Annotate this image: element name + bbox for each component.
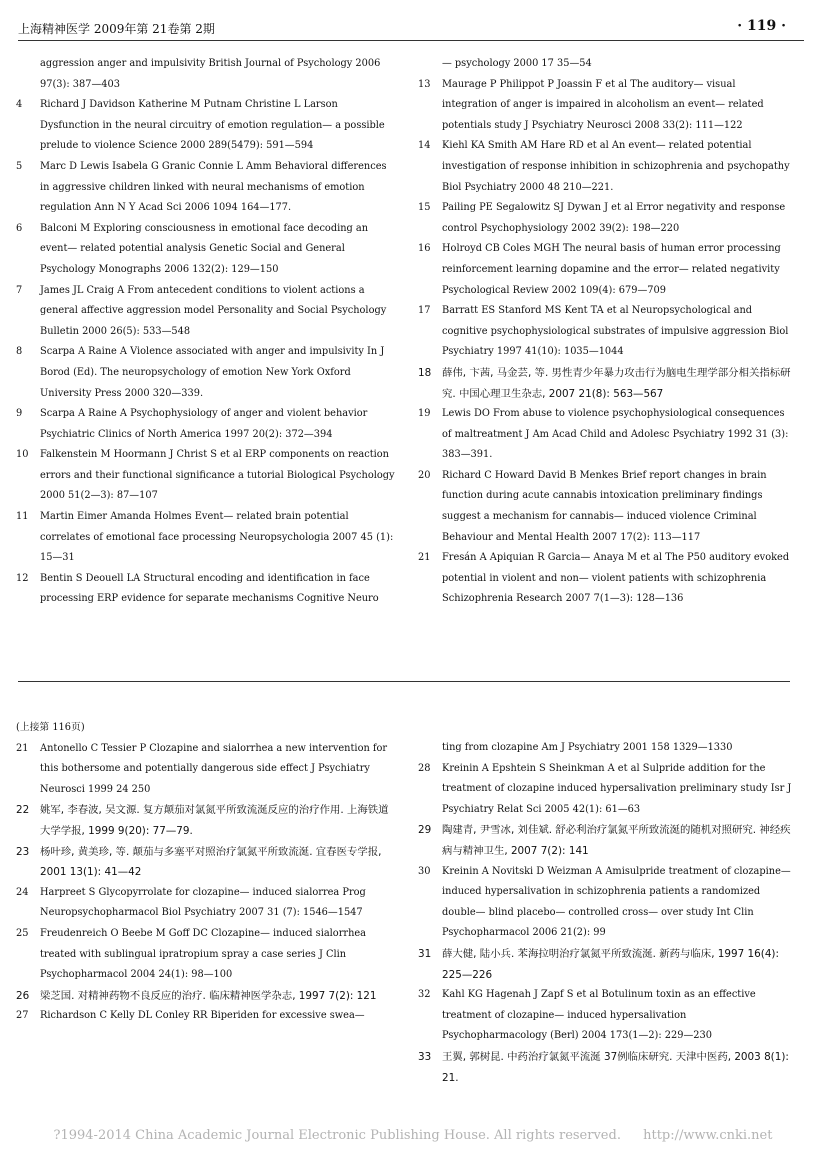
reference-text: Freudenreich O Beebe M Goff DC Clozapine— induced sialorrhea treated with sublingual ipratropium spray a case series J Clin Psychopharmacol 2004 24(1): 98—100: [40, 927, 367, 981]
reference-number: 7: [16, 284, 23, 296]
reference-entry: [418, 985, 793, 1047]
section-divider-rule: [18, 681, 790, 682]
reference-entry: [16, 842, 396, 883]
reference-text: 王翼, 郭树昆. 中药治疗氯氮平流涎 37例临床研究. 天津中医药, 2003 8(1): 21.: [442, 1050, 789, 1084]
reference-entry: [16, 54, 396, 95]
reference-entry: [418, 239, 793, 301]
reference-text: Balconi M Exploring consciousness in emotional face decoding an event— related potential analysis Genetic Social and General Psychology Monographs 2006 132(2): 129—150: [40, 222, 369, 275]
reference-entry: [418, 759, 793, 821]
reference-entry: [418, 1047, 793, 1088]
reference-number: 30: [418, 865, 431, 877]
reference-number: 12: [16, 572, 29, 584]
reference-entry: [418, 301, 793, 363]
reference-text: Fresán A Apiquian R Garcia— Anaya M et al The P50 auditory evoked potential in violent and non— violent patients with schizophrenia Schizophrenia Research 2007 7(1—3): 128—136: [442, 552, 790, 605]
reference-text: Marc D Lewis Isabela G Granic Connie L Amm Behavioral differences in aggressive children linked with neural mechanisms of emotion regulation Ann N Y Acad Sci 2006 1094 164—177.: [40, 160, 387, 214]
reference-entry: [418, 548, 793, 610]
reference-entry: [16, 569, 396, 610]
reference-text: Antonello C Tessier P Clozapine and sialorrhea a new intervention for this bothersome and potentially dangerous side effect J Psychiatry Neurosci 1999 24 250: [40, 742, 388, 795]
reference-number: 31: [418, 947, 432, 960]
reference-text: Kreinin A Novitski D Weizman A Amisulpride treatment of clozapine— induced hypersalivation in schizophrenia patients a randomized double— blind placebo— controlled cross— over study Int Clin Psychopharmacol 2006 21(2): 99: [442, 865, 791, 939]
reference-number: 5: [16, 160, 23, 172]
reference-number: 17: [418, 305, 431, 317]
reference-entry: [16, 739, 396, 801]
references-top-left-column: [16, 54, 396, 610]
reference-text: 陶建青, 尹雪冰, 刘佳斌. 舒必利治疗氯氮平所致流涎的随机对照研究. 神经疾病与精神卫生, 2007 7(2): 141: [442, 824, 791, 857]
reference-entry: [418, 738, 793, 759]
reference-entry: [418, 466, 793, 548]
reference-number: 4: [16, 99, 23, 111]
references-top-right-column: [418, 54, 793, 610]
reference-text: 薛大健, 陆小兵. 苯海拉明治疗氯氮平所致流涎. 新药与临床, 1997 16(4): 225—226: [442, 947, 779, 981]
reference-entry: [16, 507, 396, 569]
reference-text: Maurage P Philippot P Joassin F et al The auditory— visual integration of anger is impaired in alcoholism an event— related potentials study J Psychiatry Neurosci 2008 33(2): 111—122: [442, 78, 764, 131]
reference-text: Richard C Howard David B Menkes Brief report changes in brain function during acute cannabis intoxication preliminary findings suggest a mechanism for cannabis— induced violence Criminal Behaviour and Mental Health 2007 17(2): 113—117: [442, 469, 767, 543]
reference-entry: [16, 95, 396, 157]
reference-text: ting from clozapine Am J Psychiatry 2001 158 1329—1330: [442, 742, 733, 753]
reference-text: Scarpa A Raine A Psychophysiology of anger and violent behavior Psychiatric Clinics of North America 1997 20(2): 372—394: [40, 408, 368, 440]
reference-number: 14: [418, 140, 431, 152]
reference-number: 6: [16, 222, 23, 234]
reference-text: Holroyd CB Coles MGH The neural basis of human error processing reinforcement learning dopamine and the error— related negativity Psychological Review 2002 109(4): 679—709: [442, 243, 781, 296]
reference-number: 15: [418, 202, 431, 214]
reference-text: 杨叶珍, 黄美珍, 等. 颠茄与多塞平对照治疗氯氮平所致流涎. 宜春医专学报, 2001 13(1): 41—42: [40, 845, 382, 879]
reference-entry: [16, 986, 396, 1007]
reference-text: Richardson C Kelly DL Conley RR Biperiden for excessive swea—: [40, 1010, 365, 1022]
reference-text: 薛伟, 卞茜, 马金芸, 等. 男性青少年暴力攻击行为脑电生理学部分相关指标研究. 中国心理卫生杂志, 2007 21(8): 563—567: [442, 366, 791, 400]
reference-text: Bentin S Deouell LA Structural encoding and identification in face processing ERP evidence for separate mechanisms Cognitive Neuro: [40, 572, 379, 605]
header-rule: [18, 40, 804, 41]
reference-entry: [418, 944, 793, 985]
reference-entry: [418, 363, 793, 404]
reference-text: aggression anger and impulsivity British Journal of Psychology 2006 97(3): 387—403: [40, 58, 381, 90]
reference-number: 21: [16, 742, 29, 754]
reference-entry: [418, 136, 793, 198]
reference-entry: [16, 342, 396, 404]
reference-text: 梁芝国. 对精神药物不良反应的治疗. 临床精神医学杂志, 1997 7(2): 121: [40, 989, 377, 1002]
reference-number: 25: [16, 927, 29, 939]
reference-number: 24: [16, 886, 29, 898]
reference-number: 26: [16, 989, 30, 1002]
reference-text: Scarpa A Raine A Violence associated with anger and impulsivity In J Borod (Ed). The neuropsychology of emotion New York Oxford University Press 2000 320—339.: [40, 346, 385, 399]
reference-number: 9: [16, 408, 23, 420]
reference-number: 11: [16, 511, 29, 523]
reference-number: 20: [418, 469, 431, 481]
running-header: [18, 16, 804, 36]
reference-number: 21: [418, 552, 431, 564]
reference-number: 27: [16, 1010, 29, 1022]
reference-entry: [16, 157, 396, 219]
reference-entry: [16, 219, 396, 281]
reference-entry: [418, 75, 793, 137]
reference-number: 33: [418, 1050, 432, 1063]
reference-number: 18: [418, 366, 432, 379]
reference-entry: [418, 54, 793, 75]
reference-text: James JL Craig A From antecedent conditions to violent actions a general affective aggression model Personality and Social Psychology Bulletin 2000 26(5): 533—548: [40, 284, 387, 337]
reference-number: 10: [16, 449, 29, 461]
reference-number: 32: [418, 989, 431, 1001]
reference-number: 29: [418, 824, 432, 837]
reference-number: 28: [418, 762, 431, 774]
reference-number: 16: [418, 243, 431, 255]
reference-entry: [418, 198, 793, 239]
reference-text: Kahl KG Hagenah J Zapf S et al Botulinum toxin as an effective treatment of clozapine— induced hypersalivation Psychopharmacology (Berl) 2004 173(1—2): 229—230: [442, 989, 756, 1042]
reference-entry: [16, 281, 396, 343]
reference-text: Falkenstein M Hoormann J Christ S et al ERP components on reaction errors and their functional significance a tutorial Biological Psychology 2000 51(2—3): 87—107: [40, 449, 395, 502]
reference-number: 23: [16, 845, 30, 858]
references-bottom-right-column: [418, 738, 793, 1088]
reference-text: Barratt ES Stanford MS Kent TA et al Neuropsychological and cognitive psychophysiological substrates of impulsive aggression Biol Psychiatry 1997 41(10): 1035—1044: [442, 305, 789, 358]
reference-text: Richard J Davidson Katherine M Putnam Christine L Larson Dysfunction in the neural circuitry of emotion regulation— a possible prelude to violence Science 2000 289(5479): 591—594: [40, 99, 385, 152]
reference-entry: [16, 404, 396, 445]
reference-text: Kreinin A Epshtein S Sheinkman A et al Sulpride addition for the treatment of clozapine induced hypersalivation preliminary study Isr J Psychiatry Relat Sci 2005 42(1): 61—63: [442, 762, 792, 815]
reference-number: 8: [16, 346, 23, 358]
copyright-notice: ?1994-2014 China Academic Journal Electronic Publishing House. All rights reserved.: [53, 1128, 621, 1143]
reference-entry: [16, 1006, 396, 1027]
reference-entry: [16, 445, 396, 507]
reference-text: — psychology 2000 17 35—54: [442, 58, 592, 69]
reference-number: 22: [16, 804, 30, 817]
reference-entry: [418, 862, 793, 944]
reference-text: Martin Eimer Amanda Holmes Event— related brain potential correlates of emotional face processing Neuropsychologia 2007 45 (1): 15—31: [40, 511, 394, 564]
page-number: · 119 ·: [737, 18, 786, 34]
reference-entry: [16, 883, 396, 924]
reference-text: Pailing PE Segalowitz SJ Dywan J et al Error negativity and response control Psychophysiology 2002 39(2): 198—220: [442, 202, 786, 234]
reference-entry: [418, 404, 793, 466]
reference-text: 姚军, 李春波, 吴文源. 复方颠茄对氯氮平所致流涎反应的治疗作用. 上海铁道大学学报, 1999 9(20): 77—79.: [40, 804, 389, 837]
continued-from-note: (上接第 116页): [16, 722, 85, 733]
page-footer: [0, 1128, 826, 1143]
reference-number: 13: [418, 78, 431, 90]
references-bottom-left-column: [16, 718, 396, 1027]
footer-url-link[interactable]: http://www.cnki.net: [643, 1128, 773, 1143]
reference-entry: [16, 800, 396, 841]
reference-text: Harpreet S Glycopyrrolate for clozapine— induced sialorrea Prog Neuropsychopharmacol Biol Psychiatry 2007 31 (7): 1546—1547: [40, 886, 366, 919]
reference-entry: [418, 820, 793, 861]
reference-text: Lewis DO From abuse to violence psychophysiological consequences of maltreatment J Am Acad Child and Adolesc Psychiatry 1992 31 (3): 383—391.: [442, 408, 789, 461]
journal-issue-title: 上海精神医学 2009年第 21卷第 2期: [18, 22, 215, 36]
reference-number: 19: [418, 408, 431, 420]
reference-text: Kiehl KA Smith AM Hare RD et al An event— related potential investigation of response inhibition in schizophrenia and psychopathy Biol Psychiatry 2000 48 210—221.: [442, 140, 790, 193]
reference-entry: [16, 924, 396, 986]
